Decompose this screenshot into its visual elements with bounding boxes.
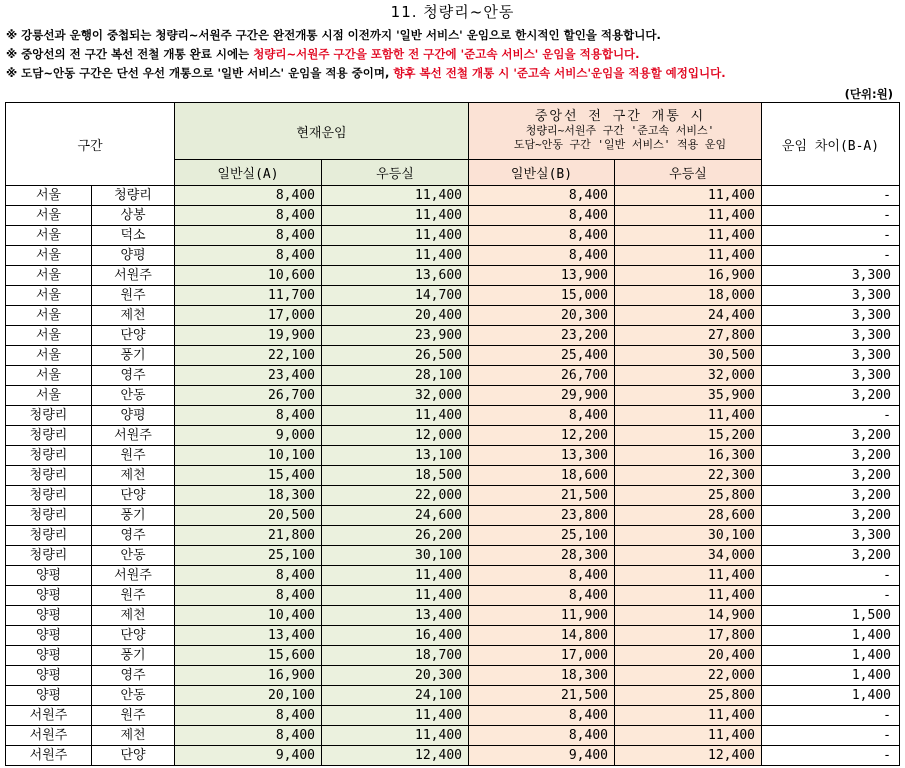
page-title: 11. 청량리~안동 (390, 3, 515, 21)
fare-diff: 1,400 (762, 686, 900, 706)
note-3-text: ※ 도담~안동 구간은 단선 우선 개통으로 '일반 서비스' 운임을 적용 중이며, (6, 66, 394, 80)
table-row (6, 566, 900, 586)
general-fare-b: 23,800 (469, 506, 615, 526)
general-fare-a: 17,000 (175, 306, 322, 326)
route-to: 풍기 (92, 506, 175, 526)
route-from: 양평 (6, 686, 92, 706)
first-fare-b: 11,400 (615, 246, 762, 266)
general-fare-b: 8,400 (469, 206, 615, 226)
route-to: 덕소 (92, 226, 175, 246)
general-fare-a: 10,400 (175, 606, 322, 626)
general-fare-a: 23,400 (175, 366, 322, 386)
general-fare-a: 11,700 (175, 286, 322, 306)
route-to: 제천 (92, 606, 175, 626)
table-row (6, 326, 900, 346)
first-fare-a: 16,400 (322, 626, 469, 646)
general-fare-b: 9,400 (469, 746, 615, 766)
route-to: 영주 (92, 666, 175, 686)
general-fare-b: 8,400 (469, 226, 615, 246)
table-row (6, 446, 900, 466)
route-to: 단양 (92, 326, 175, 346)
first-fare-a: 14,700 (322, 286, 469, 306)
note-2-highlight: 청량리~서원주 구간을 포함한 전 구간에 '준고속 서비스' 운임을 적용합니다. (253, 47, 640, 61)
route-from: 청량리 (6, 426, 92, 446)
table-row (6, 246, 900, 266)
header-future-title: 중앙선 전 구간 개통 시 (534, 109, 706, 124)
route-from: 서울 (6, 266, 92, 286)
route-to: 영주 (92, 526, 175, 546)
first-fare-a: 13,400 (322, 606, 469, 626)
general-fare-b: 18,300 (469, 666, 615, 686)
general-fare-a: 9,000 (175, 426, 322, 446)
general-fare-a: 8,400 (175, 206, 322, 226)
first-fare-a: 26,500 (322, 346, 469, 366)
table-row (6, 406, 900, 426)
table-row (6, 386, 900, 406)
first-fare-b: 11,400 (615, 706, 762, 726)
route-to: 원주 (92, 446, 175, 466)
route-from: 청량리 (6, 486, 92, 506)
general-fare-b: 8,400 (469, 726, 615, 746)
fare-diff: - (762, 246, 900, 266)
first-fare-b: 35,900 (615, 386, 762, 406)
general-fare-b: 21,500 (469, 486, 615, 506)
route-from: 서울 (6, 306, 92, 326)
general-fare-b: 25,400 (469, 346, 615, 366)
route-to: 단양 (92, 746, 175, 766)
table-row (6, 426, 900, 446)
fare-diff: 3,300 (762, 366, 900, 386)
first-fare-b: 11,400 (615, 226, 762, 246)
general-fare-b: 11,900 (469, 606, 615, 626)
table-row (6, 206, 900, 226)
note-1-text: ※ 강릉선과 운행이 중첩되는 청량리~서원주 구간은 완전개통 시점 이전까지 '일반 서비스' 운임으로 한시적인 할인을 적용합니다. (6, 28, 661, 42)
first-fare-b: 22,000 (615, 666, 762, 686)
header-general-a: 일반실(A) (175, 160, 322, 186)
table-row (6, 626, 900, 646)
general-fare-b: 12,200 (469, 426, 615, 446)
fare-diff: 3,200 (762, 486, 900, 506)
route-to: 단양 (92, 626, 175, 646)
general-fare-b: 15,000 (469, 286, 615, 306)
fare-diff: - (762, 206, 900, 226)
first-fare-a: 11,400 (322, 186, 469, 206)
general-fare-b: 23,200 (469, 326, 615, 346)
first-fare-b: 22,300 (615, 466, 762, 486)
table-row (6, 306, 900, 326)
first-fare-a: 23,900 (322, 326, 469, 346)
route-to: 안동 (92, 546, 175, 566)
first-fare-a: 11,400 (322, 586, 469, 606)
general-fare-b: 18,600 (469, 466, 615, 486)
first-fare-b: 25,800 (615, 486, 762, 506)
general-fare-a: 8,400 (175, 186, 322, 206)
table-row (6, 746, 900, 766)
general-fare-a: 25,100 (175, 546, 322, 566)
general-fare-a: 8,400 (175, 586, 322, 606)
first-fare-b: 24,400 (615, 306, 762, 326)
table-row (6, 546, 900, 566)
route-to: 안동 (92, 386, 175, 406)
general-fare-b: 8,400 (469, 586, 615, 606)
first-fare-b: 11,400 (615, 726, 762, 746)
header-diff: 운임 차이(B-A) (762, 103, 900, 186)
first-fare-a: 32,000 (322, 386, 469, 406)
first-fare-a: 30,100 (322, 546, 469, 566)
table-row (6, 686, 900, 706)
fare-diff: 3,300 (762, 286, 900, 306)
first-fare-a: 12,000 (322, 426, 469, 446)
note-1 (6, 27, 661, 43)
fare-diff: 3,200 (762, 426, 900, 446)
route-from: 서울 (6, 246, 92, 266)
first-fare-b: 17,800 (615, 626, 762, 646)
fare-diff: 3,300 (762, 306, 900, 326)
route-from: 서원주 (6, 726, 92, 746)
route-to: 원주 (92, 286, 175, 306)
first-fare-a: 26,200 (322, 526, 469, 546)
general-fare-b: 13,900 (469, 266, 615, 286)
route-from: 양평 (6, 626, 92, 646)
first-fare-a: 28,100 (322, 366, 469, 386)
general-fare-a: 20,500 (175, 506, 322, 526)
table-row (6, 226, 900, 246)
first-fare-a: 13,600 (322, 266, 469, 286)
first-fare-b: 18,000 (615, 286, 762, 306)
first-fare-a: 13,100 (322, 446, 469, 466)
fare-diff: 3,300 (762, 346, 900, 366)
first-fare-a: 12,400 (322, 746, 469, 766)
route-to: 원주 (92, 706, 175, 726)
general-fare-a: 15,400 (175, 466, 322, 486)
route-to: 제천 (92, 466, 175, 486)
general-fare-b: 8,400 (469, 706, 615, 726)
first-fare-a: 20,400 (322, 306, 469, 326)
first-fare-a: 11,400 (322, 706, 469, 726)
first-fare-a: 20,300 (322, 666, 469, 686)
route-from: 서울 (6, 206, 92, 226)
general-fare-a: 8,400 (175, 726, 322, 746)
header-first-b: 우등실 (615, 160, 762, 186)
fare-diff: - (762, 226, 900, 246)
first-fare-b: 28,600 (615, 506, 762, 526)
fare-diff: 1,400 (762, 646, 900, 666)
first-fare-a: 18,700 (322, 646, 469, 666)
first-fare-a: 11,400 (322, 246, 469, 266)
fare-diff: 3,200 (762, 506, 900, 526)
route-from: 서울 (6, 326, 92, 346)
fare-diff: - (762, 706, 900, 726)
route-from: 서원주 (6, 706, 92, 726)
first-fare-b: 30,500 (615, 346, 762, 366)
first-fare-b: 14,900 (615, 606, 762, 626)
fare-diff: 1,400 (762, 666, 900, 686)
route-from: 서울 (6, 286, 92, 306)
first-fare-a: 11,400 (322, 206, 469, 226)
fare-diff: - (762, 186, 900, 206)
general-fare-b: 17,000 (469, 646, 615, 666)
first-fare-b: 34,000 (615, 546, 762, 566)
first-fare-b: 32,000 (615, 366, 762, 386)
note-2 (6, 46, 640, 62)
first-fare-b: 25,800 (615, 686, 762, 706)
first-fare-b: 27,800 (615, 326, 762, 346)
fare-diff: 3,200 (762, 386, 900, 406)
first-fare-a: 18,500 (322, 466, 469, 486)
general-fare-b: 20,300 (469, 306, 615, 326)
first-fare-a: 24,600 (322, 506, 469, 526)
route-from: 양평 (6, 666, 92, 686)
table-row (6, 646, 900, 666)
table-row (6, 606, 900, 626)
general-fare-b: 21,500 (469, 686, 615, 706)
table-row (6, 366, 900, 386)
route-to: 단양 (92, 486, 175, 506)
table-row (6, 586, 900, 606)
fare-diff: 3,300 (762, 266, 900, 286)
general-fare-b: 13,300 (469, 446, 615, 466)
header-first-a: 우등실 (322, 160, 469, 186)
route-from: 청량리 (6, 526, 92, 546)
first-fare-a: 11,400 (322, 226, 469, 246)
route-from: 청량리 (6, 446, 92, 466)
header-future-fare (469, 103, 762, 160)
general-fare-a: 20,100 (175, 686, 322, 706)
general-fare-a: 16,900 (175, 666, 322, 686)
route-to: 원주 (92, 586, 175, 606)
route-from: 서울 (6, 346, 92, 366)
route-from: 청량리 (6, 546, 92, 566)
general-fare-a: 9,400 (175, 746, 322, 766)
route-from: 양평 (6, 566, 92, 586)
first-fare-a: 11,400 (322, 406, 469, 426)
route-from: 양평 (6, 606, 92, 626)
first-fare-b: 11,400 (615, 566, 762, 586)
general-fare-a: 26,700 (175, 386, 322, 406)
route-to: 서원주 (92, 426, 175, 446)
header-section: 구간 (6, 103, 175, 186)
note-3-highlight: 향후 복선 전철 개통 시 '준고속 서비스'운임을 적용할 예정입니다. (393, 66, 726, 80)
route-from: 서울 (6, 226, 92, 246)
general-fare-b: 29,900 (469, 386, 615, 406)
first-fare-b: 12,400 (615, 746, 762, 766)
general-fare-a: 13,400 (175, 626, 322, 646)
general-fare-b: 8,400 (469, 566, 615, 586)
fare-diff: - (762, 566, 900, 586)
route-to: 서원주 (92, 266, 175, 286)
route-from: 청량리 (6, 466, 92, 486)
first-fare-a: 22,000 (322, 486, 469, 506)
route-from: 양평 (6, 586, 92, 606)
route-to: 서원주 (92, 566, 175, 586)
fare-diff: 3,300 (762, 326, 900, 346)
route-from: 서원주 (6, 746, 92, 766)
table-row (6, 286, 900, 306)
table-row (6, 486, 900, 506)
general-fare-b: 14,800 (469, 626, 615, 646)
route-from: 청량리 (6, 406, 92, 426)
fare-diff: - (762, 746, 900, 766)
general-fare-b: 8,400 (469, 186, 615, 206)
fare-table (5, 102, 900, 766)
first-fare-b: 11,400 (615, 586, 762, 606)
fare-diff: 1,500 (762, 606, 900, 626)
route-from: 양평 (6, 646, 92, 666)
general-fare-b: 25,100 (469, 526, 615, 546)
general-fare-a: 19,900 (175, 326, 322, 346)
fare-diff: 3,200 (762, 466, 900, 486)
route-to: 안동 (92, 686, 175, 706)
general-fare-a: 8,400 (175, 566, 322, 586)
route-from: 청량리 (6, 506, 92, 526)
header-future-line1: 청량리~서원주 구간 '준고속 서비스' (525, 124, 715, 137)
fare-diff: 3,200 (762, 446, 900, 466)
table-row (6, 726, 900, 746)
table-row (6, 346, 900, 366)
unit-label: (단위:원) (844, 87, 893, 101)
first-fare-a: 11,400 (322, 726, 469, 746)
general-fare-a: 15,600 (175, 646, 322, 666)
header-general-b: 일반실(B) (469, 160, 615, 186)
route-to: 제천 (92, 306, 175, 326)
general-fare-a: 8,400 (175, 406, 322, 426)
route-from: 서울 (6, 386, 92, 406)
general-fare-a: 10,600 (175, 266, 322, 286)
route-to: 양평 (92, 246, 175, 266)
general-fare-a: 8,400 (175, 246, 322, 266)
fare-table-body (6, 186, 900, 766)
fare-diff: - (762, 586, 900, 606)
general-fare-b: 28,300 (469, 546, 615, 566)
general-fare-a: 10,100 (175, 446, 322, 466)
first-fare-a: 11,400 (322, 566, 469, 586)
first-fare-b: 11,400 (615, 406, 762, 426)
route-to: 영주 (92, 366, 175, 386)
general-fare-a: 22,100 (175, 346, 322, 366)
table-row (6, 466, 900, 486)
route-from: 서울 (6, 366, 92, 386)
route-from: 서울 (6, 186, 92, 206)
table-row (6, 706, 900, 726)
first-fare-b: 20,400 (615, 646, 762, 666)
header-current-fare: 현재운임 (175, 103, 469, 160)
route-to: 풍기 (92, 346, 175, 366)
route-to: 상봉 (92, 206, 175, 226)
fare-diff: 1,400 (762, 626, 900, 646)
general-fare-a: 21,800 (175, 526, 322, 546)
general-fare-a: 18,300 (175, 486, 322, 506)
table-row (6, 526, 900, 546)
fare-diff: - (762, 406, 900, 426)
fare-diff: 3,300 (762, 526, 900, 546)
first-fare-b: 30,100 (615, 526, 762, 546)
first-fare-a: 24,100 (322, 686, 469, 706)
table-row (6, 506, 900, 526)
general-fare-b: 26,700 (469, 366, 615, 386)
route-to: 양평 (92, 406, 175, 426)
general-fare-a: 8,400 (175, 226, 322, 246)
route-to: 청량리 (92, 186, 175, 206)
general-fare-b: 8,400 (469, 406, 615, 426)
first-fare-b: 16,900 (615, 266, 762, 286)
header-future-line2: 도담~안동 구간 '일반 서비스' 적용 운임 (513, 138, 727, 151)
first-fare-b: 11,400 (615, 186, 762, 206)
first-fare-b: 15,200 (615, 426, 762, 446)
fare-diff: 3,200 (762, 546, 900, 566)
table-row (6, 666, 900, 686)
first-fare-b: 11,400 (615, 206, 762, 226)
first-fare-b: 16,300 (615, 446, 762, 466)
note-2-text: ※ 중앙선의 전 구간 복선 전철 개통 완료 시에는 (6, 47, 254, 61)
route-to: 제천 (92, 726, 175, 746)
route-to: 풍기 (92, 646, 175, 666)
general-fare-b: 8,400 (469, 246, 615, 266)
table-row (6, 266, 900, 286)
general-fare-a: 8,400 (175, 706, 322, 726)
fare-diff: - (762, 726, 900, 746)
note-3 (6, 65, 726, 81)
table-row (6, 186, 900, 206)
